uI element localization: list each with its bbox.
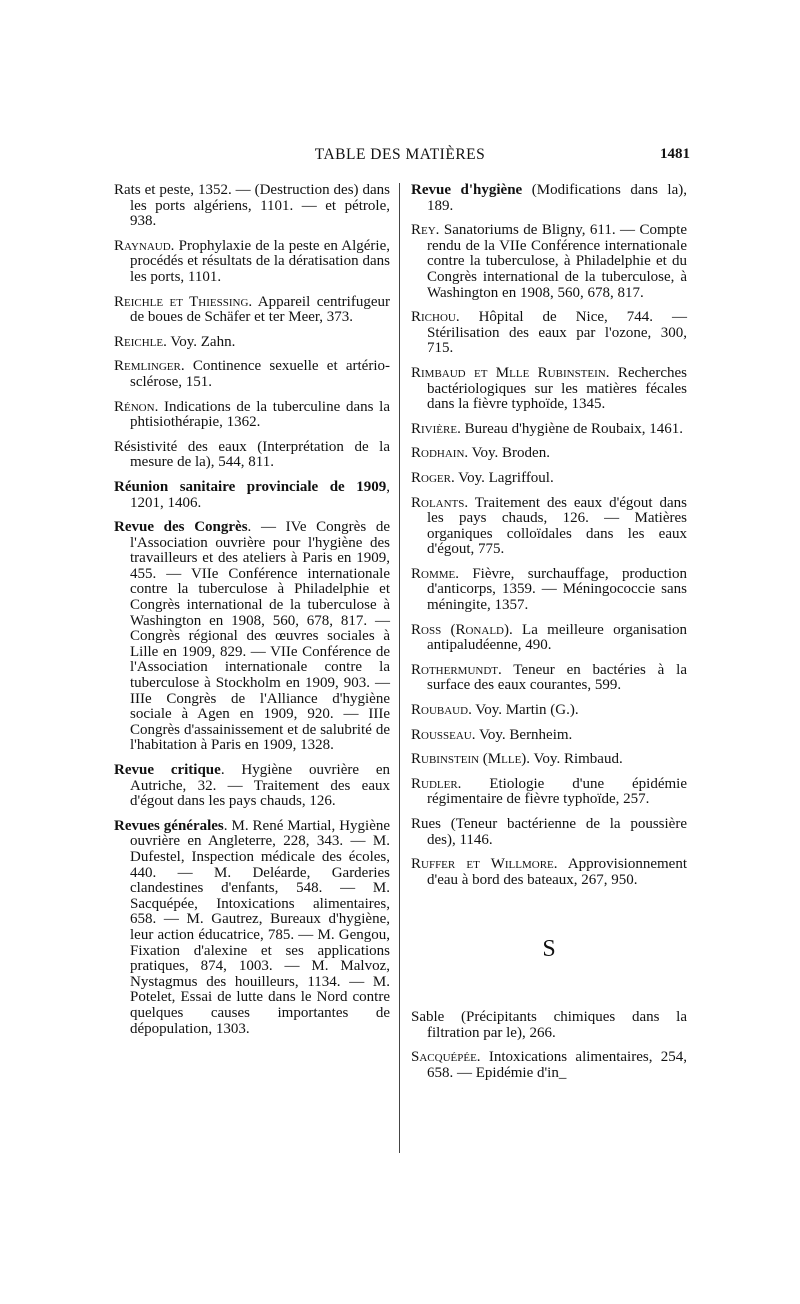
entry-heading: Rues — [411, 816, 441, 832]
entry-heading: Rolants — [411, 494, 465, 511]
page-number: 1481 — [660, 146, 690, 162]
entry-text: (Précipitants chimiques dans la filtration par le), 266. — [427, 1008, 687, 1041]
entry-heading: Rudler — [411, 775, 458, 792]
entry-text: (Interprétation de la mesure de la), 544, 811. — [130, 438, 390, 471]
entry-text: . Voy. Lagriffoul. — [450, 469, 554, 486]
index-entry — [411, 1010, 687, 1041]
entry-heading: Revue d'hygiène — [411, 182, 523, 198]
entry-heading: Rivière — [411, 420, 458, 437]
entry-heading: Raynaud — [114, 237, 171, 254]
entry-heading: Revues générales — [114, 817, 224, 834]
entry-text: . Voy. Martin (G.). — [468, 702, 579, 719]
section-letter: S — [542, 936, 556, 963]
entry-text: , 1352. — (Destruction des) dans les ports algériens, 1101. — et pétrole, 938. — [130, 182, 390, 230]
entry-text: . Recherches bactériologiques sur les matières fécales dans la fièvre typhoïde, 1345. — [427, 364, 687, 413]
entry-heading: Richou — [411, 309, 456, 326]
entry-heading: Revue des Congrès — [114, 519, 248, 536]
index-entry — [114, 480, 390, 511]
entry-text: . Teneur en bactéries à la surface des eaux courantes, 599. — [427, 661, 687, 694]
index-entry — [114, 440, 390, 471]
entry-text: . Bureau d'hygiène de Roubaix, 1461. — [457, 420, 684, 437]
index-entry — [114, 520, 390, 754]
index-entry — [411, 446, 687, 462]
entry-heading: Reichle et Thiessing — [114, 293, 249, 310]
entry-heading: Ross (Ronald) — [411, 621, 509, 638]
entry-heading: Revue critique — [114, 762, 221, 778]
entry-text: . Sanatoriums de Bligny, 611. — Compte rendu de la VIIe Conférence internationale contre la tuberculose, à Philadelphie et du Congrès international de la tuberculose, à Washington en 1908, 560, 678, 817. — [427, 222, 687, 301]
index-entry — [411, 728, 687, 744]
index-entry — [411, 310, 687, 357]
index-entry — [411, 623, 687, 654]
entry-heading: Romme — [411, 565, 456, 582]
entry-heading: Roger — [411, 469, 451, 486]
entry-heading: Roubaud — [411, 702, 469, 719]
right-column-entries-r — [411, 183, 687, 888]
entry-text: . Prophylaxie de la peste en Algérie, procédés et résultats de la dératisation dans les ports, 1101. — [130, 237, 390, 285]
entry-text: . La meilleure organisation antipaludéenne, 490. — [427, 621, 687, 654]
entry-text: . Appareil centrifugeur de boues de Schäfer et ter Meer, 373. — [130, 293, 390, 326]
entry-text: (Modifications dans la), 189. — [427, 182, 688, 214]
running-title: TABLE DES MATIÈRES — [314, 146, 486, 163]
index-entry — [411, 817, 687, 848]
entry-heading: Rodhain — [411, 445, 465, 462]
entry-heading: Rey — [411, 222, 436, 239]
index-entry — [411, 183, 687, 214]
entry-text: . Hygiène ouvrière en Autriche, 32. — Traitement des eaux d'égout dans les pays chauds, 126. — [130, 762, 390, 810]
entry-heading: Résistivité des eaux — [114, 438, 247, 455]
entry-heading: Sacquépée — [411, 1049, 477, 1066]
entry-text: . Voy. Broden. — [464, 445, 550, 462]
index-entry — [411, 422, 687, 438]
index-entry — [411, 1050, 687, 1081]
index-entry — [411, 223, 687, 301]
index-entry — [411, 567, 687, 614]
entry-heading: Rousseau — [411, 726, 472, 743]
index-entry — [411, 857, 687, 888]
left-column — [114, 183, 390, 1046]
entry-text: . Continence sexuelle et artério-sclérose, 151. — [130, 358, 390, 390]
index-entry — [114, 295, 390, 326]
entry-text: . Voy. Rimbaud. — [526, 751, 623, 768]
index-entry — [411, 471, 687, 487]
entry-text: . Voy. Zahn. — [163, 333, 236, 350]
page-header — [110, 146, 690, 170]
entry-heading: Rothermundt — [411, 661, 498, 678]
entry-text: , 1201, 1406. — [130, 478, 390, 511]
entry-text: . Hôpital de Nice, 744. — Stérilisation des eaux par l'ozone, 300, 715. — [427, 309, 687, 357]
column-divider — [399, 183, 400, 1153]
entry-heading: Remlinger — [114, 358, 181, 375]
index-entry — [411, 777, 687, 808]
entry-heading: Rimbaud et Mlle Rubinstein — [411, 364, 606, 381]
entry-text: . M. René Martial, Hygiène ouvrière en Angleterre, 228, 343. — M. Dufestel, Inspection médicale des écoles, 440. — M. Deléarde, Garderies clandestines d'enfants, 548. — M. Sacquépée, Intoxications alimentaires, 658. — M. Gautrez, Bureaux d'hygiène, leur action éducatrice, 785. — M. Gengou, Fixation d'alexine et ses applications pratiques, 874, 1003. — M. Malvoz, Nystagmus des houilleurs, 1134. — M. Potelet, Essai de lutte dans le Nord contre quelques causes importantes de dépopulation, 1303. — [130, 817, 391, 1037]
entry-text: (Teneur bactérienne de la poussière des), 1146. — [427, 816, 687, 848]
entry-heading: Ruffer et Willmore — [411, 856, 554, 873]
index-entry — [411, 663, 687, 694]
entry-text: . Intoxications alimentaires, 254, 658. — Epidémie d'in_ — [427, 1049, 687, 1081]
entry-heading: Rénon — [114, 398, 155, 415]
index-entry — [114, 239, 390, 286]
entry-text: . Traitement des eaux d'égout dans les pays chauds, 126. — Matières organiques colloïdales dans les eaux d'égout, 775. — [427, 494, 687, 558]
entry-heading: Réunion sanitaire provinciale de 1909 — [114, 478, 387, 495]
entry-text: . Etiologie d'une épidémie régimentaire de fièvre typhoïde, 257. — [427, 775, 687, 808]
index-entry — [411, 366, 687, 413]
index-entry — [114, 335, 390, 351]
index-entry — [411, 752, 687, 768]
index-entry — [114, 819, 390, 1037]
entry-heading: Rubinstein (Mlle) — [411, 751, 527, 768]
entry-heading: Rats et peste — [114, 182, 191, 198]
entry-text: . — IVe Congrès de l'Association ouvrière pour l'hygiène des travailleurs et des ateliers à Paris en 1909, 455. — VIIe Conférence internationale contre la tuberculose à Philadelphie et Congrès international de la tuberculose à Washington en 1908, 560, 678, 817. — Congrès régional des œuvres sociales à Lille en 1909, 829. — VIIe Conférence de l'Association internationale contre la tuberculose à Stockholm en 1909, 903. — IIIe Congrès de l'Alliance d'hygiène sociale à Agen en 1909, 920. — IIIe Congrès d'assainissement et de salubrité de l'habitation à Paris en 1909, 1328. — [130, 519, 390, 754]
entry-heading: Sable — [411, 1008, 445, 1025]
entry-text: . Voy. Bernheim. — [471, 726, 573, 743]
entry-text: . Indications de la tuberculine dans la phtisiothérapie, 1362. — [130, 398, 390, 431]
index-entry — [114, 400, 390, 431]
index-entry — [411, 703, 687, 719]
index-entry — [411, 496, 687, 558]
entry-text: . Approvisionnement d'eau à bord des bateaux, 267, 950. — [427, 856, 687, 888]
index-entry — [114, 359, 390, 390]
right-column — [411, 183, 687, 1090]
entry-text: . Fièvre, surchauffage, production d'anticorps, 1359. — Méningococcie sans méningite, 1357. — [427, 565, 687, 614]
entry-heading: Reichle — [114, 333, 164, 350]
right-column-entries-s — [411, 1010, 687, 1081]
index-entry — [114, 183, 390, 230]
index-entry — [114, 763, 390, 810]
